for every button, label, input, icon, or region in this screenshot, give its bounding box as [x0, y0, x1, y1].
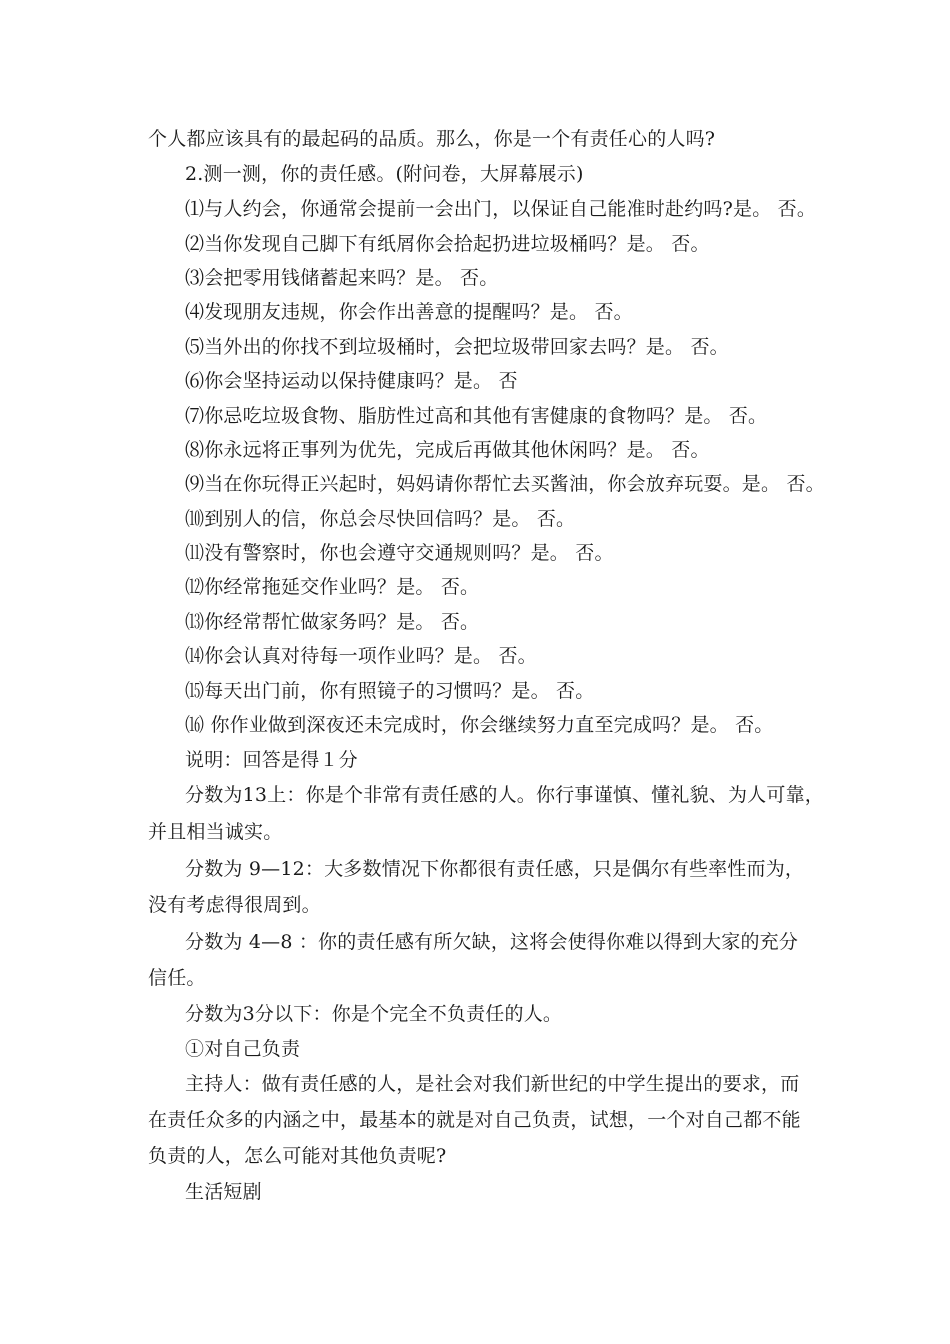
- question-item: ⒂每天出门前，你有照镜子的习惯吗？是。 否。: [185, 680, 595, 702]
- question-item: ⒁你会认真对待每一项作业吗？是。 否。: [185, 645, 537, 667]
- section-heading: ①对自己负责: [185, 1038, 301, 1060]
- host-paragraph: 主持人：做有责任感的人，是社会对我们新世纪的中学生提出的要求，而: [185, 1073, 800, 1095]
- score-range-text: 并且相当诚实。: [148, 821, 283, 843]
- score-range-text: 分数为 4—8 ：你的责任感有所欠缺，这将会使得你难以得到大家的充分: [185, 931, 799, 953]
- question-item: ⑷发现朋友违规，你会作出善意的提醒吗？是。 否。: [185, 301, 633, 323]
- question-item: ⑵当你发现自己脚下有纸屑你会拾起扔进垃圾桶吗？是。 否。: [185, 233, 710, 255]
- question-item: ⑸当外出的你找不到垃圾桶时，会把垃圾带回家去吗？是。 否。: [185, 336, 729, 358]
- skit-heading: 生活短剧: [185, 1181, 262, 1203]
- score-range-text: 分数为 9—12：大多数情况下你都很有责任感，只是偶尔有些率性而为，: [185, 858, 805, 880]
- score-range-text: 没有考虑得很周到。: [148, 894, 321, 916]
- test-heading: 2.测一测，你的责任感。(附问卷，大屏幕展示): [185, 163, 584, 185]
- host-paragraph: 负责的人，怎么可能对其他负责呢?: [148, 1145, 447, 1167]
- question-item: ⑴与人约会，你通常会提前一会出门，以保证自己能准时赴约吗?是。 否。: [185, 198, 817, 220]
- score-range-text: 分数为3分以下：你是个完全不负责任的人。: [185, 1003, 563, 1025]
- question-item: ⑼当在你玩得正兴起时，妈妈请你帮忙去买酱油，你会放弃玩耍。是。 否。: [185, 473, 825, 495]
- intro-tail: 个人都应该具有的最起码的品质。那么，你是一个有责任心的人吗?: [148, 128, 716, 150]
- scoring-note: 说明：回答是得１分: [185, 749, 358, 771]
- question-item: ⒀你经常帮忙做家务吗？是。 否。: [185, 611, 480, 633]
- question-item: ⑶会把零用钱储蓄起来吗？是。 否。: [185, 267, 499, 289]
- question-item: ⑻你永远将正事列为优先，完成后再做其他休闲吗？是。 否。: [185, 439, 710, 461]
- question-item: ⒃ 你作业做到深夜还未完成时，你会继续努力直至完成吗？是。 否。: [185, 714, 774, 736]
- question-item: ⑺你忌吃垃圾食物、脂肪性过高和其他有害健康的食物吗？是。 否。: [185, 405, 768, 427]
- score-range-text: 信任。: [148, 967, 206, 989]
- question-item: ⑹你会坚持运动以保持健康吗？是。 否: [185, 370, 518, 392]
- question-item: ⑿你经常拖延交作业吗？是。 否。: [185, 576, 480, 598]
- score-range-text: 分数为13上：你是个非常有责任感的人。你行事谨慎、懂礼貌、为人可靠，: [185, 784, 824, 806]
- question-item: ⑾没有警察时，你也会遵守交通规则吗？是。 否。: [185, 542, 614, 564]
- question-item: ⑽到别人的信，你总会尽快回信吗？是。 否。: [185, 508, 576, 530]
- host-paragraph: 在责任众多的内涵之中，最基本的就是对自己负责，试想，一个对自己都不能: [148, 1109, 801, 1131]
